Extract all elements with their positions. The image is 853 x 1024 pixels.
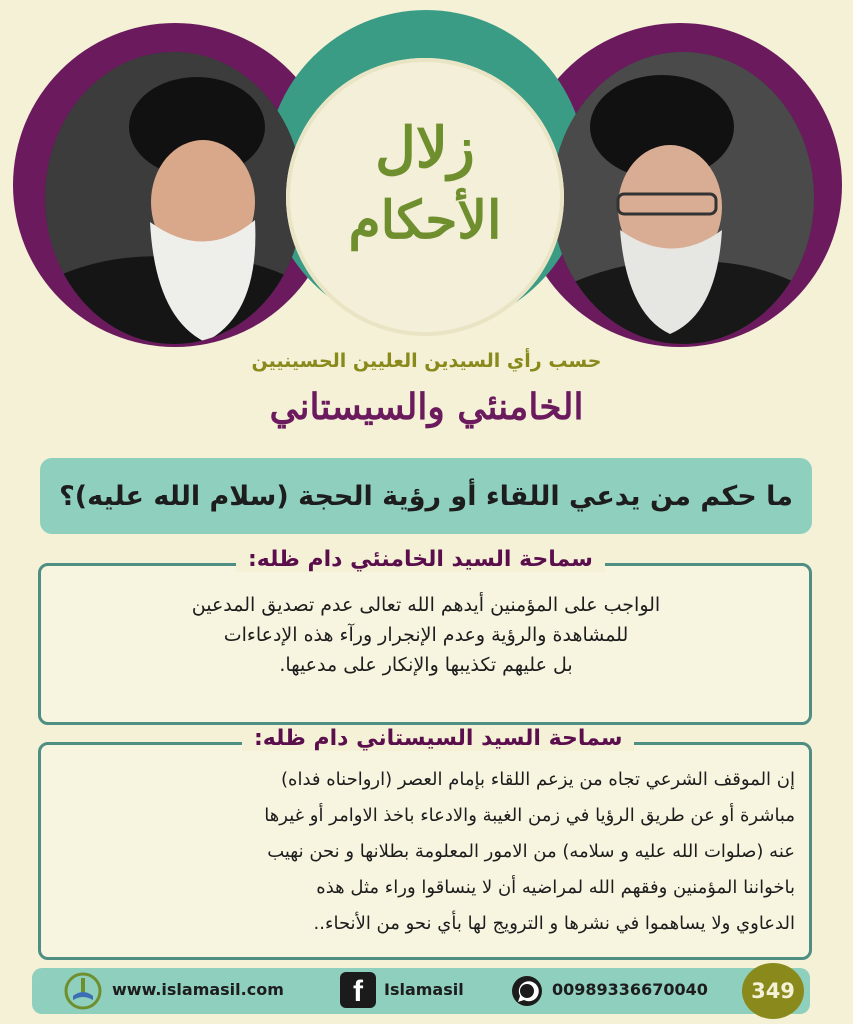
logo-title-line2: الأحكام [348, 190, 502, 251]
issue-number: 349 [751, 979, 795, 1003]
phone-number: 00989336670040 [552, 980, 708, 999]
sistani-line: الدعاوي ولا يساهموا في نشرها و الترويج لها بأي نحو من الأنحاء.. [313, 913, 795, 934]
logo-title-line1: زلال [375, 115, 475, 181]
site-logo-icon [62, 970, 104, 1012]
khamenei-heading: سماحة السيد الخامنئي دام ظله: [236, 547, 605, 572]
sistani-line: مباشرة أو عن طريق الرؤيا في زمن الغيبة والادعاء باخذ الاوامر أو غيرها [264, 805, 795, 826]
facebook-icon: f [340, 972, 376, 1008]
question-banner [40, 458, 812, 534]
names-calligraphy: الخامنئي والسيستاني [269, 386, 584, 428]
facebook-link[interactable]: Islamasil [384, 980, 464, 999]
portrait-sistani [45, 52, 303, 344]
website-link[interactable]: www.islamasil.com [112, 980, 284, 999]
whatsapp-icon [510, 974, 544, 1008]
sistani-line: عنه (صلوات الله عليه و سلامه) من الامور المعلومة بطلانها و نحن نهيب [267, 841, 795, 862]
sistani-heading: سماحة السيد السيستاني دام ظله: [242, 726, 634, 751]
subtitle: حسب رأي السيدين العليين الحسينيين [251, 350, 602, 372]
portrait-khamenei [552, 52, 814, 344]
khamenei-text [60, 590, 792, 680]
khamenei-line: بل عليهم تكذيبها والإنكار على مدعيها. [279, 654, 573, 676]
khamenei-line: الواجب على المؤمنين أيدهم الله تعالى عدم تصديق المدعين [191, 594, 661, 616]
sistani-line: إن الموقف الشرعي تجاه من يزعم اللقاء بإمام العصر (ارواحناه فداه) [281, 769, 795, 790]
khamenei-line: للمشاهدة والرؤية وعدم الإنجرار ورآء هذه الإدعاءات [223, 624, 629, 646]
question-text: ما حكم من يدعي اللقاء أو رؤية الحجة (سلام الله عليه)؟ [59, 480, 793, 512]
sistani-text [55, 762, 795, 942]
issue-badge [742, 963, 804, 1019]
sistani-line: باخواننا المؤمنين وفقهم الله لمراضيه أن لا ينساقوا وراء مثل هذه [316, 877, 795, 898]
